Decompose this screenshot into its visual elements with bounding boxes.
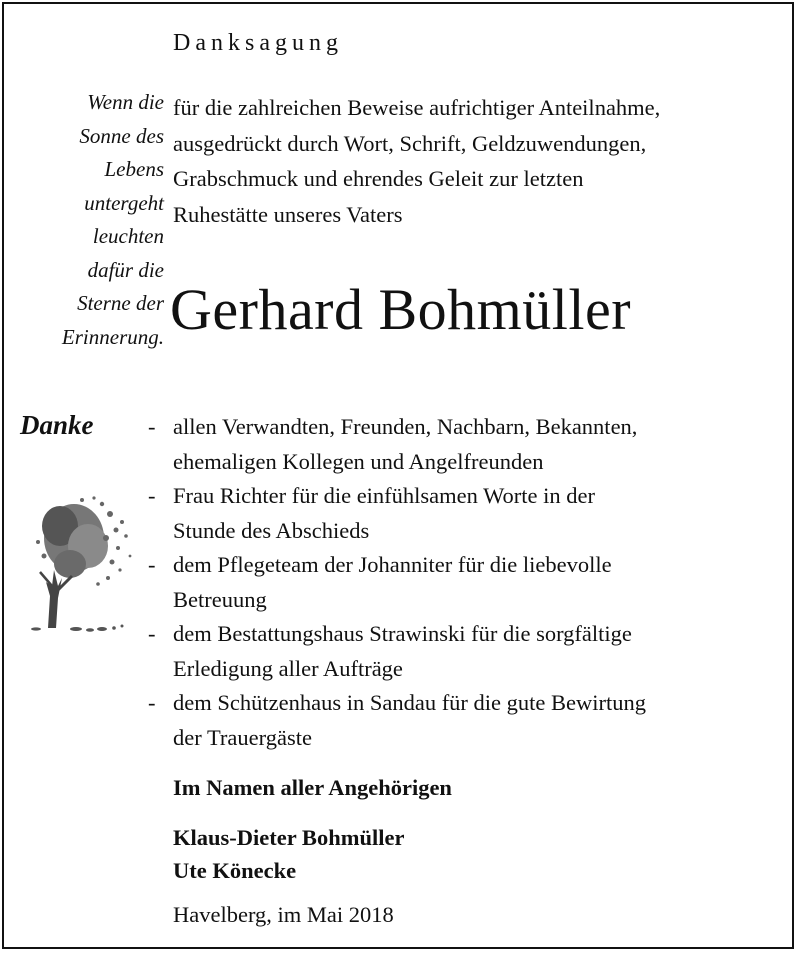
list-item-line: ehemaligen Kollegen und Angelfreunden xyxy=(173,448,544,474)
list-item-line: Frau Richter für die einfühlsamen Worte in der xyxy=(173,483,596,508)
list-item-line: dem Pflegeteam der Johanniter für die liebevolle xyxy=(173,552,612,577)
bullet-dash: - xyxy=(148,552,156,577)
bullet-dash: - xyxy=(148,414,156,439)
poem-line: leuchten xyxy=(92,224,164,248)
list-item xyxy=(148,479,646,548)
bullet-dash: - xyxy=(148,621,156,646)
poem-line: Sonne des xyxy=(79,123,164,148)
intro-line: Ruhestätte unseres Vaters xyxy=(173,201,403,227)
list-item-line: Stunde des Abschieds xyxy=(173,517,370,543)
poem-line: Sterne der xyxy=(77,291,164,315)
poem-line: Lebens xyxy=(104,157,164,181)
poem-line: Erinnerung. xyxy=(61,324,164,349)
intro-line: Grabschmuck und ehrendes Geleit zur letzten xyxy=(173,166,584,191)
bullet-dash: - xyxy=(148,690,156,715)
poem-line: Wenn die xyxy=(87,90,164,114)
bullet-dash: - xyxy=(148,483,156,508)
intro-line: für die zahlreichen Beweise aufrichtiger Anteilnahme, xyxy=(173,95,661,120)
deceased-name: Gerhard Bohmüller xyxy=(170,277,632,342)
intro-text xyxy=(173,90,660,232)
signature-intro: Im Namen aller Angehörigen xyxy=(173,775,452,800)
list-item-line: allen Verwandten, Freunden, Nachbarn, Bekannten, xyxy=(173,414,638,439)
list-item-line: dem Bestattungshaus Strawinski für die sorgfältige xyxy=(173,621,632,646)
place-date: Havelberg, im Mai 2018 xyxy=(173,902,394,927)
list-item-line: dem Schützenhaus in Sandau für die gute Bewirtung xyxy=(173,690,647,715)
intro-line: ausgedrückt durch Wort, Schrift, Geldzuwendungen, xyxy=(173,130,647,156)
thanks-heading: Danke xyxy=(20,410,94,440)
list-item xyxy=(148,617,646,686)
poem-line: untergeht xyxy=(84,190,164,215)
thanks-list xyxy=(148,410,646,755)
list-item-line: der Trauergäste xyxy=(173,724,312,750)
poem-line: dafür die xyxy=(87,257,164,282)
list-item-line: Betreuung xyxy=(173,586,267,612)
list-item xyxy=(148,548,646,617)
tree-icon xyxy=(22,486,138,636)
signer-name: Ute Könecke xyxy=(173,858,297,883)
notice-title: Danksagung xyxy=(173,30,343,56)
signer-name: Klaus-Dieter Bohmüller xyxy=(173,825,405,850)
list-item xyxy=(148,410,646,479)
list-item xyxy=(148,686,646,755)
list-item-line: Erledigung aller Aufträge xyxy=(173,655,403,681)
poem xyxy=(14,86,164,354)
